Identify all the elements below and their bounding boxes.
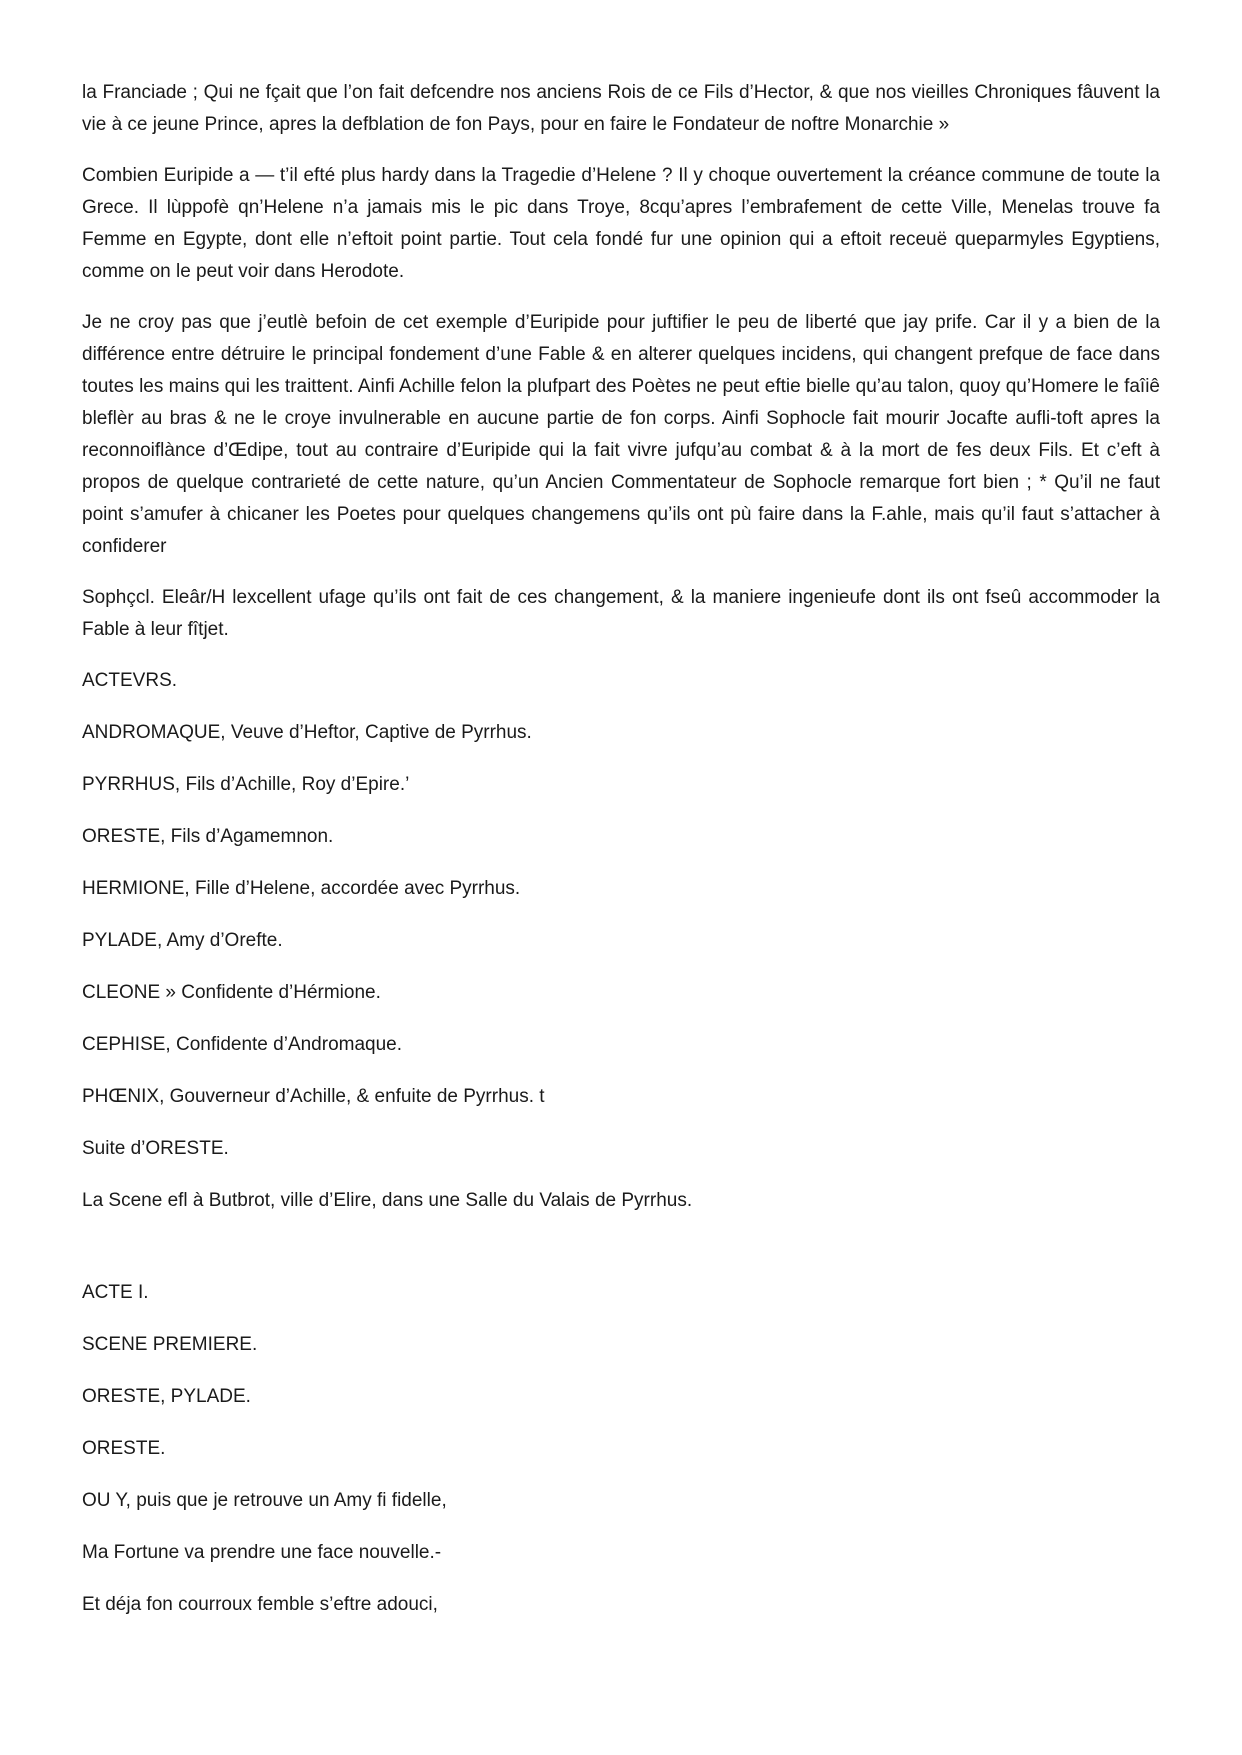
actor-cleone: CLEONE » Confidente d’Hérmione. — [82, 982, 381, 1003]
actor-cephise: CEPHISE, Confidente d’Andromaque. — [82, 1034, 403, 1055]
paragraph-franciade: la Franciade ; Qui ne fçait que l’on fait defcendre nos anciens Rois de ce Fils d’Hector, & que nos vieilles Chroniques fâuvent la vie à ce jeune Prince, apres la defblation de fon Pays, pour en faire le Fondateur de noftre Monarchie » — [82, 82, 1160, 135]
actor-oreste: ORESTE, Fils d’Agamemnon. — [82, 826, 334, 847]
scene-characters: ORESTE, PYLADE. — [82, 1386, 251, 1407]
suite-line: Suite d’ORESTE. — [82, 1138, 229, 1159]
paragraph-euripide-helene: Combien Euripide a — t’il efté plus hardy dans la Tragedie d’Helene ? Il y choque ouvertement la créance commune de toute la Grece. Il lùppofè qn’Helene n’a jamais mis le pic dans Troye, 8cqu’apres l’embrafement de cette Ville, Menelas trouve fa Femme en Egypte, dont elle n’eftoit point partie. Tout cela fondé fur une opinion qui a eftoit receuë queparmyles Egyptiens, comme on le peut voir dans Herodote. — [82, 165, 1160, 282]
actor-pylade: PYLADE, Amy d’Orefte. — [82, 930, 283, 951]
act-heading: ACTE I. — [82, 1282, 149, 1303]
actor-phoenix: PHŒNIX, Gouverneur d’Achille, & enfuite de Pyrrhus. t — [82, 1086, 545, 1107]
scene-heading: SCENE PREMIERE. — [82, 1334, 258, 1355]
verse-line: Et déja fon courroux femble s’eftre adouci, — [82, 1594, 438, 1615]
actor-hermione: HERMIONE, Fille d’Helene, accordée avec Pyrrhus. — [82, 878, 521, 899]
verse-line: OU Y, puis que je retrouve un Amy fi fidelle, — [82, 1490, 447, 1511]
paragraph-sophocle-note: Sophçcl. Eleâr/H lexcellent ufage qu’ils ont fait de ces changement, & la maniere ingenieufe dont ils ont fseû accommoder la Fable à leur fîtjet. — [82, 587, 1160, 640]
setting-line: La Scene efl à Butbrot, ville d’Elire, dans une Salle du Valais de Pyrrhus. — [82, 1190, 693, 1211]
actors-heading: ACTEVRS. — [82, 670, 178, 691]
verse-line: Ma Fortune va prendre une face nouvelle.- — [82, 1542, 442, 1563]
document-page — [82, 77, 1160, 1641]
section-gap — [82, 1237, 1160, 1277]
speaker-name: ORESTE. — [82, 1438, 166, 1459]
paragraph-liberte: Je ne croy pas que j’eutlè befoin de cet exemple d’Euripide pour juftifier le peu de liberté que jay prife. Car il y a bien de la différence entre détruire le principal fondement d’une Fable & en alterer quelques incidens, qui changent prefque de face dans toutes les mains qui les traittent. Ainfi Achille felon la plufpart des Poètes ne peut eftie bielle qu’au talon, quoy qu’Homere le faîiê bleflèr au bras & ne le croye invulnerable en aucune partie de fon corps. Ainfi Sophocle fait mourir Jocafte aufli-toft apres la reconnoiflànce d’Œdipe, tout au contraire d’Euripide qui la fait vivre jufqu’au combat & à la mort de fes deux Fils. Et c’eft à propos de quelque contrarieté de cette nature, qu’un Ancien Commentateur de Sophocle remarque fort bien ; * Qu’il ne faut point s’amufer à chicaner les Poetes pour quelques changemens qu’ils ont pù faire dans la F.ahle, mais qu’il faut s’attacher à confiderer — [82, 312, 1160, 557]
actor-andromaque: ANDROMAQUE, Veuve d’Heftor, Captive de Pyrrhus. — [82, 722, 532, 743]
actor-pyrrhus: PYRRHUS, Fils d’Achille, Roy d’Epire.’ — [82, 774, 410, 795]
